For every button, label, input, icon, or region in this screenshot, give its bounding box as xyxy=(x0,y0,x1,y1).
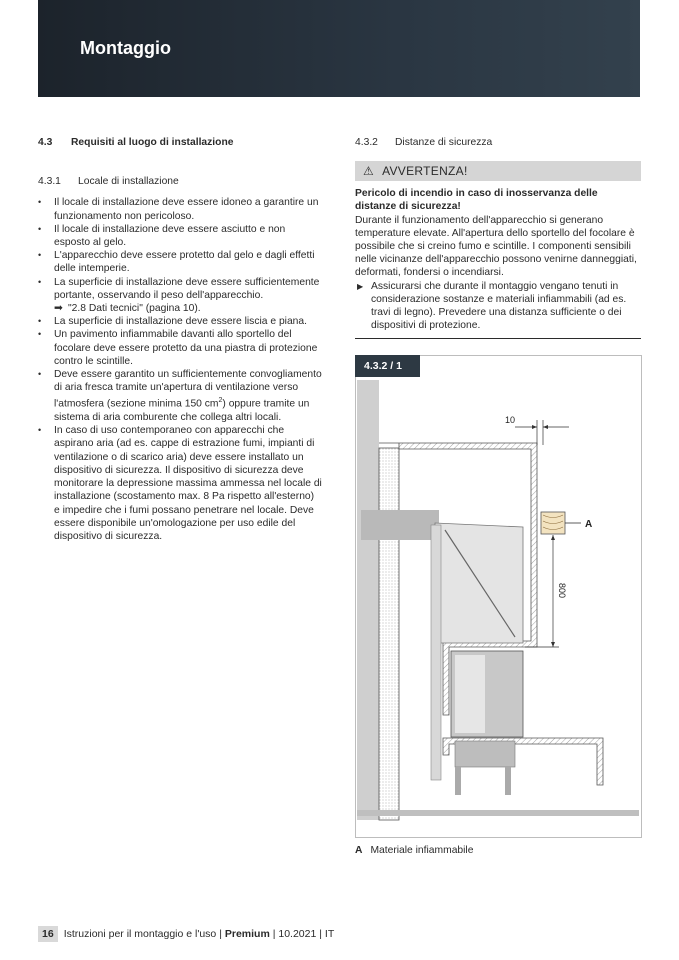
play-triangle-icon: ▶ xyxy=(357,281,364,291)
stove-glass xyxy=(455,655,485,733)
page-footer xyxy=(38,926,334,942)
stove-leg xyxy=(455,767,461,795)
footer-sep: | xyxy=(319,928,322,940)
list-item: • Il locale di installazione deve essere asciutto e non esposto al gelo. xyxy=(38,223,322,249)
wall-insulation xyxy=(379,448,399,820)
figure-safety-distances xyxy=(355,355,641,837)
arrow-right-icon: ➡ xyxy=(54,303,63,315)
floor xyxy=(357,810,639,816)
list-item: • Il locale di installazione deve essere idoneo a garantire un funzionamento non pericoloso. xyxy=(38,196,322,222)
cross-reference[interactable] xyxy=(38,302,322,315)
caption-key: A xyxy=(355,845,363,856)
flue-pipe xyxy=(361,510,439,540)
stove-leg xyxy=(505,767,511,795)
cross-reference-text: "2.8 Dati tecnici" (pagina 10). xyxy=(68,303,201,315)
header-banner xyxy=(38,0,640,97)
list-item: • La superficie di installazione deve essere sufficientemente portante, osservando il peso dell'apparecchio. xyxy=(38,276,322,302)
footer-date: 10.2021 xyxy=(278,928,317,940)
footer-sep: | xyxy=(219,928,222,940)
label-a: A xyxy=(585,519,593,530)
chapter-title: Montaggio xyxy=(80,38,171,58)
subsection-number: 4.3.1 xyxy=(38,176,61,188)
requirements-list-continued xyxy=(38,315,322,543)
figure-caption xyxy=(355,845,473,856)
air-text-sup: 2 xyxy=(218,397,223,405)
wall-masonry xyxy=(357,380,379,820)
caption-text: Materiale infiammabile xyxy=(370,845,474,856)
air-text-after: ) oppure tramite un sistema di aria comburente che collega altri locali. xyxy=(54,398,310,424)
warning-title: Pericolo di incendio in caso di inosservanza delle distanze di sicurezza! xyxy=(355,188,598,213)
warning-divider xyxy=(355,338,641,339)
warning-label: AVVERTENZA! xyxy=(382,163,468,178)
dim-side-value: 800 xyxy=(557,583,567,599)
footer-lang: IT xyxy=(324,928,335,940)
page-number: 16 xyxy=(38,926,58,942)
warning-action xyxy=(355,280,641,333)
list-item: • La superficie di installazione deve essere liscia e piana. xyxy=(38,315,322,328)
list-item: • Un pavimento infiammabile davanti allo sportello del focolare deve essere protetto da una piastra di protezione contro le scintille. xyxy=(38,328,322,368)
dim-arrows xyxy=(532,425,548,429)
subsection-title: Locale di installazione xyxy=(78,176,179,188)
subsection-number: 4.3.2 xyxy=(355,137,378,148)
warning-header xyxy=(355,161,641,181)
warning-text: Durante il funzionamento dell'apparecchio si generano temperature elevate. All'apertura dello sportello del focolare è possibile che si creino fumo e scintille. I componenti sensibili nelle vicinanze dell'apparecchio possono venirne danneggiati, deformati, fondersi o incendiarsi. xyxy=(355,214,637,279)
subsection-title: Distanze di sicurezza xyxy=(395,137,493,148)
stove-base xyxy=(455,741,515,767)
figure-tab: 4.3.2 / 1 xyxy=(355,355,420,377)
right-column xyxy=(355,136,641,339)
section-heading xyxy=(38,136,322,149)
section-number: 4.3 xyxy=(38,137,53,148)
left-column xyxy=(38,136,322,543)
list-item: • L'apparecchio deve essere protetto dal gelo e dagli effetti delle intemperie. xyxy=(38,249,322,275)
footer-doc: Istruzioni per il montaggio e l'uso xyxy=(63,928,217,940)
warning-action-text: Assicurarsi che durante il montaggio vengano tenuti in considerazione sostanze e materiali infiammabili (ad es. travi di legno). Prevedere una distanza sufficiente o dei dispositivi di protezione. xyxy=(371,280,627,332)
footer-sep: | xyxy=(272,928,276,940)
footer-product: Premium xyxy=(224,928,270,940)
dim-top-value: 10 xyxy=(505,415,516,425)
list-item xyxy=(38,368,322,424)
wood-beam xyxy=(541,512,565,534)
air-text-before: Deve essere garantito un sufficientemente convogliamento di aria fresca tramite un'apertura di ventilazione verso l'atmosfera (sezione minima 150 cm xyxy=(54,369,322,410)
section-title: Requisiti al luogo di installazione xyxy=(71,137,234,148)
installation-diagram xyxy=(355,355,641,837)
requirements-list xyxy=(38,196,322,302)
warning-triangle-icon: ⚠ xyxy=(363,163,375,178)
stove-frame xyxy=(431,525,441,780)
list-item: • In caso di uso contemporaneo con apparecchi che aspirano aria (ad es. cappe di estrazione fumi, impianti di ventilazione o di scarico aria) deve essere installato un dispositivo di sicurezza. Il dispositivo di sicurezza deve monitorare la depressione massima ammessa nel locale di installazione (scostamento max. 8 Pa rispetto all'esterno) e impedire che i fumi possano penetrare nel locale. Deve essere disponibile un'omologazione per uso edile del dispositivo di sicurezza. xyxy=(38,424,322,543)
subsection-heading xyxy=(38,175,322,188)
subsection-heading xyxy=(355,136,641,149)
